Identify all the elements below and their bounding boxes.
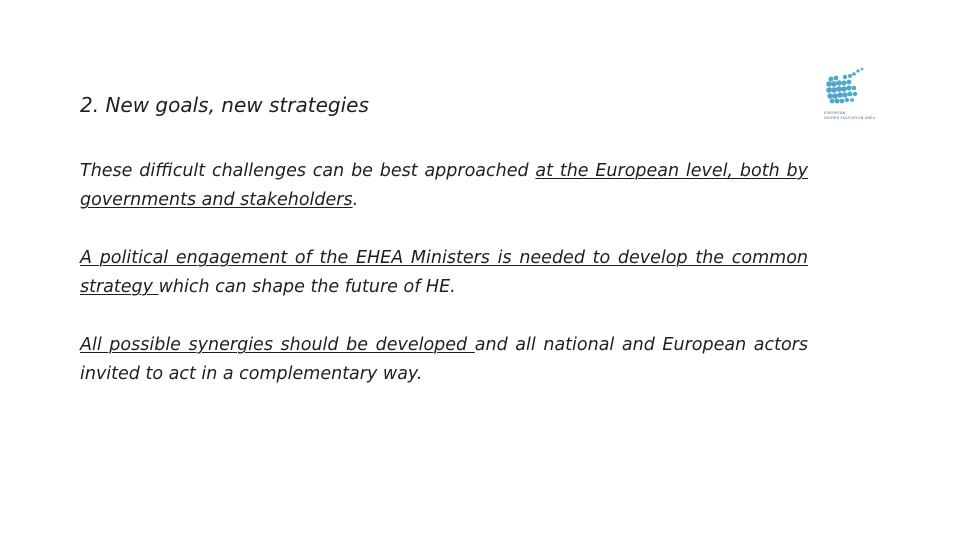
paragraph-2-underlined: A political engagement of the EHEA Ministers is needed to develop the common strategy	[80, 248, 808, 297]
paragraph-1-end: .	[352, 190, 359, 210]
ehea-logo	[824, 66, 882, 124]
paragraph-2	[80, 244, 808, 302]
logo-text-line2: HIGHER EDUCATION AREA	[824, 116, 876, 120]
logo-text-line1: EUROPEAN	[824, 111, 846, 115]
paragraph-1-underlined: at the European level, both by governments and stakeholders	[80, 161, 808, 210]
paragraph-1-text: These difficult challenges can be best approached	[80, 161, 536, 181]
paragraph-3	[80, 331, 808, 389]
paragraph-3-underlined: All possible synergies should be developed	[80, 335, 475, 355]
paragraph-1	[80, 157, 808, 215]
paragraph-2-text: which can shape the future of HE.	[158, 277, 456, 297]
ehea-logo-icon	[824, 66, 882, 110]
slide-title: 2. New goals, new strategies	[80, 93, 369, 117]
paragraph-3-text: and all national and European actors invited to act in a complementary way.	[80, 335, 808, 384]
